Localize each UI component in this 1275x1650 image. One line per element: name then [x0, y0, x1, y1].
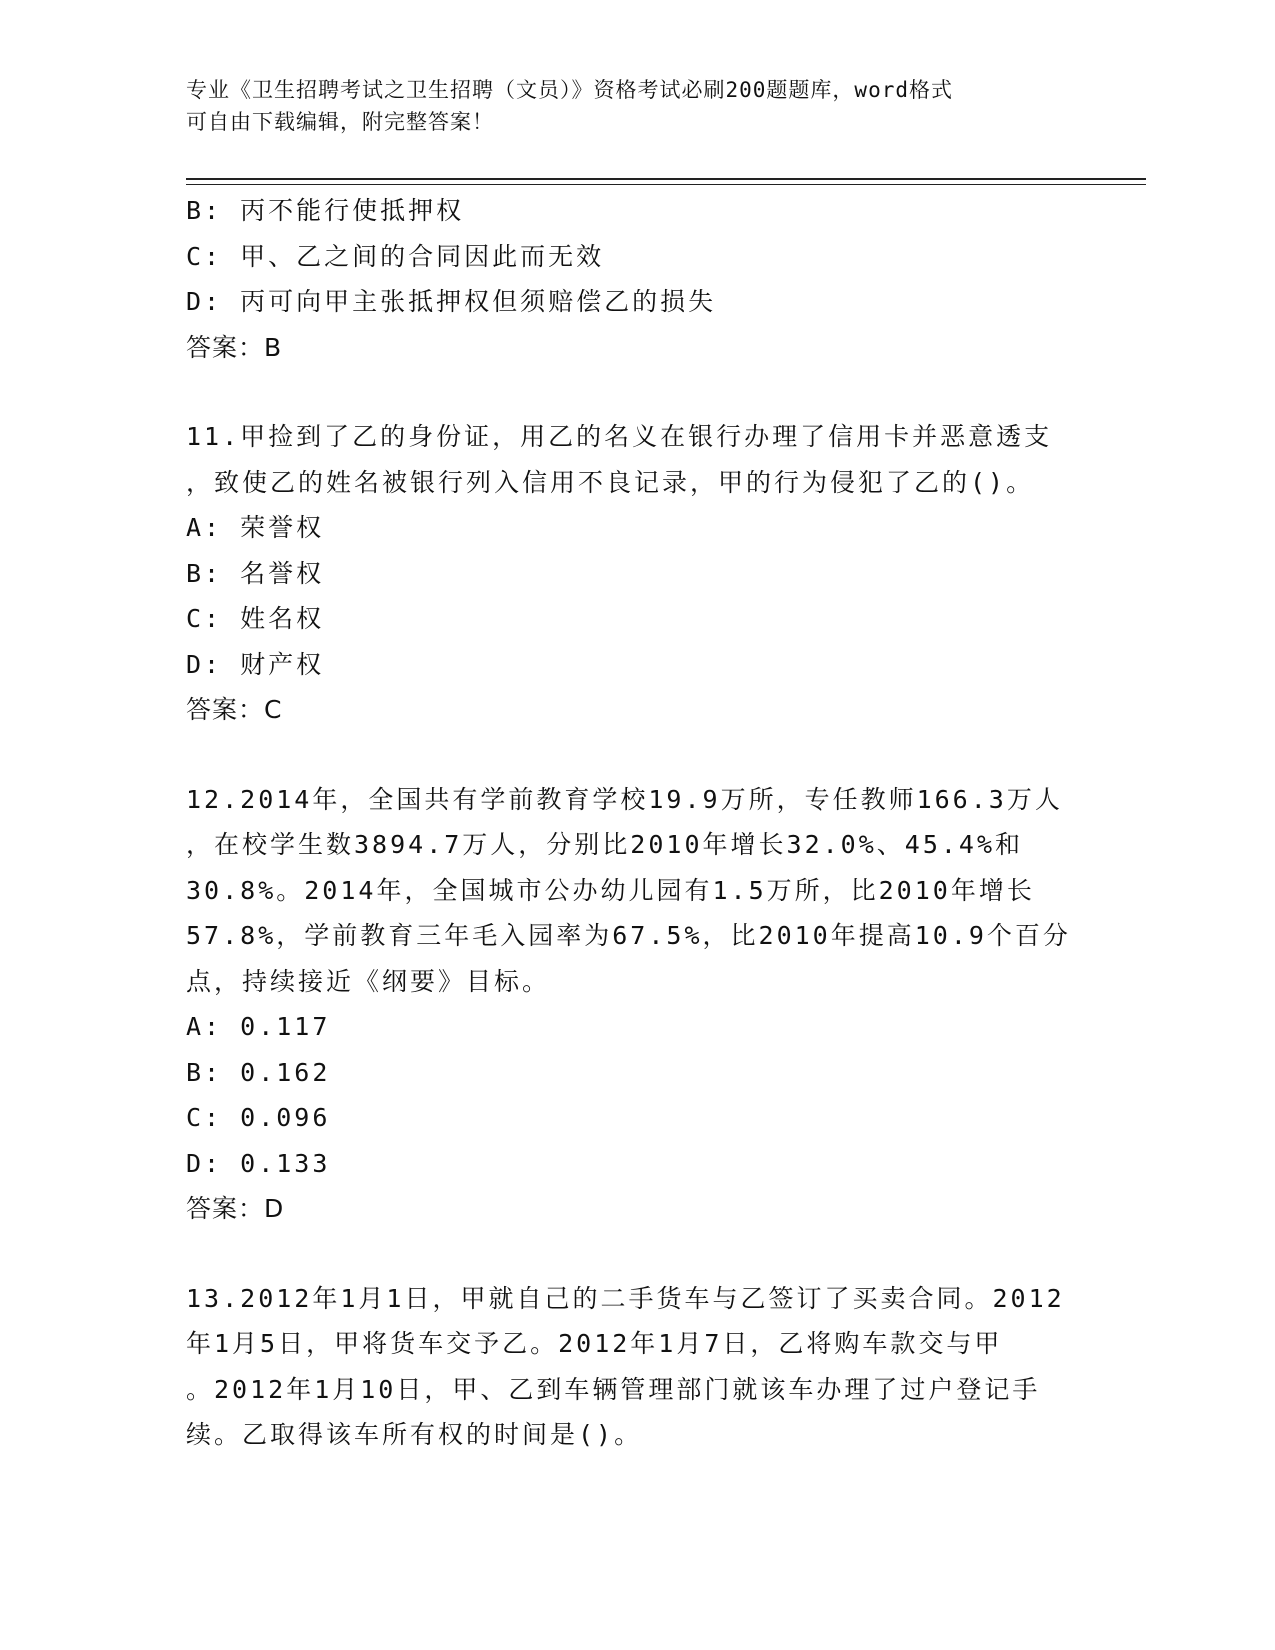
answer-line: 答案：B	[186, 332, 283, 362]
option-d: D: 财产权	[186, 649, 325, 679]
option-a: A: 荣誉权	[186, 513, 325, 542]
question-stem-line: ，在校学生数3894.7万人，分别比2010年增长32.0%、45.4%和	[186, 830, 1024, 859]
option-a: A: 0.117	[186, 1012, 331, 1041]
header-line-1: 专业《卫生招聘考试之卫生招聘（文员）》资格考试必刷200题题库，word格式	[186, 78, 953, 102]
question-13	[186, 1276, 1086, 1458]
question-stem-line: 续。乙取得该车所有权的时间是()。	[186, 1420, 643, 1449]
answer-line: 答案：C	[186, 695, 283, 724]
option-b: B: 名誉权	[186, 558, 325, 588]
question-stem-line: ，致使乙的姓名被银行列入信用不良记录，甲的行为侵犯了乙的()。	[186, 467, 1035, 497]
question-stem-line: 13.2012年1月1日，甲就自己的二手货车与乙签订了买卖合同。2012	[186, 1283, 1065, 1313]
question-stem-line: 11.甲捡到了乙的身份证，用乙的名义在银行办理了信用卡并恶意透支	[186, 422, 1053, 451]
header-divider-thick	[186, 178, 1146, 180]
option-b: B: 丙不能行使抵押权	[186, 196, 465, 225]
option-c: C: 0.096	[186, 1103, 331, 1132]
question-stem-line: 点，持续接近《纲要》目标。	[186, 966, 551, 996]
question-stem-line: 30.8%。2014年，全国城市公办幼儿园有1.5万所，比2010年增长	[186, 875, 1035, 905]
question-12	[186, 777, 1086, 1232]
option-b: B: 0.162	[186, 1057, 331, 1087]
question-10-tail	[186, 188, 1086, 370]
question-stem-line: 12.2014年，全国共有学前教育学校19.9万所，专任教师166.3万人	[186, 784, 1063, 814]
spacer	[186, 1232, 1086, 1276]
spacer	[186, 370, 1086, 414]
header-divider-thin	[186, 184, 1146, 185]
page-header	[186, 74, 1066, 138]
option-d: D: 0.133	[186, 1148, 331, 1178]
header-line-2: 可自由下载编辑，附完整答案！	[186, 110, 494, 134]
question-stem-line: 。2012年1月10日，甲、乙到车辆管理部门就该车办理了过户登记手	[186, 1374, 1041, 1404]
option-c: C: 甲、乙之间的合同因此而无效	[186, 241, 605, 271]
spacer	[186, 733, 1086, 777]
question-stem-line: 57.8%，学前教育三年毛入园率为67.5%，比2010年提高10.9个百分	[186, 921, 1071, 950]
question-11	[186, 414, 1086, 733]
answer-line: 答案：D	[186, 1194, 285, 1223]
document-body	[186, 188, 1086, 1458]
question-stem-line: 年1月5日，甲将货车交予乙。2012年1月7日，乙将购车款交与甲	[186, 1329, 1003, 1358]
option-d: D: 丙可向甲主张抵押权但须赔偿乙的损失	[186, 287, 717, 316]
option-c: C: 姓名权	[186, 604, 325, 633]
